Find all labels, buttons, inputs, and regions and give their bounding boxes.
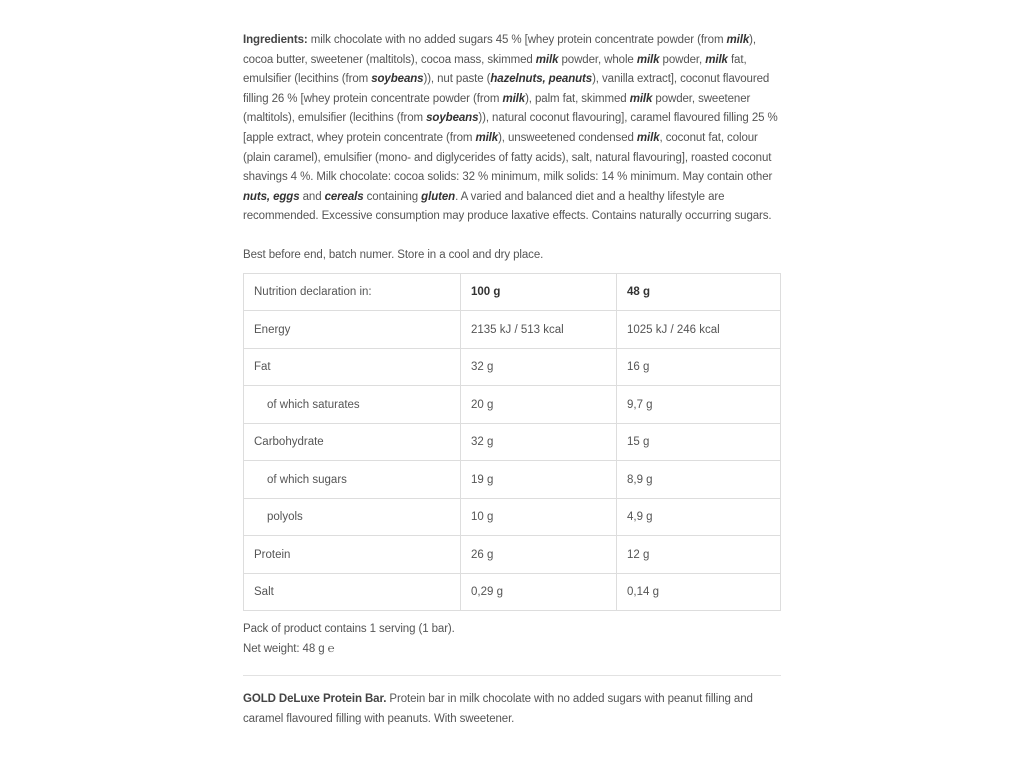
nutrition-row xyxy=(244,311,781,349)
net-weight: Net weight: 48 g ℮ xyxy=(243,642,335,655)
allergen-highlight: milk xyxy=(502,92,526,105)
allergen-highlight: cereals xyxy=(324,190,364,203)
nutrition-row xyxy=(244,423,781,461)
ingredients-text-segment: powder, whole xyxy=(558,53,637,66)
pack-info xyxy=(243,620,781,659)
ingredients-text-segment: milk chocolate with no added sugars 45 % [whey protein concentrate powder (from xyxy=(307,34,727,46)
product-description: Protein bar in milk chocolate with no added sugars with peanut filling and caramel flavoured filling with peanuts. With sweetener. xyxy=(243,693,753,725)
nutrient-per-serving: 9,7 g xyxy=(617,386,781,424)
nutrition-table xyxy=(243,273,781,612)
allergen-highlight: hazelnuts, peanuts xyxy=(490,73,593,86)
nutrition-header-per-100g: 100 g xyxy=(461,273,617,311)
nutrient-per-serving: 12 g xyxy=(617,536,781,574)
allergen-highlight: milk xyxy=(636,53,660,66)
allergen-highlight: soybeans xyxy=(426,112,479,125)
product-info-panel xyxy=(243,31,781,729)
nutrient-per-serving: 8,9 g xyxy=(617,461,781,499)
nutrient-name: Salt xyxy=(244,573,461,611)
allergen-highlight: milk xyxy=(475,131,499,144)
ingredients-text-segment: fat, emulsifier (lecithins (from xyxy=(243,53,747,86)
ingredients-text-segment: containing xyxy=(363,190,422,203)
nutrient-per-100g: 10 g xyxy=(461,498,617,536)
ingredients-text-segment: )), natural coconut flavouring], caramel flavoured filling 25 % [apple extract, whey protein concentrate (from xyxy=(243,112,778,144)
ingredients-text-segment: and xyxy=(299,190,325,203)
nutrient-per-serving: 15 g xyxy=(617,423,781,461)
nutrient-per-serving: 4,9 g xyxy=(617,498,781,536)
nutrient-per-100g: 32 g xyxy=(461,348,617,386)
nutrient-name: polyols xyxy=(244,498,461,536)
nutrition-row xyxy=(244,348,781,386)
allergen-highlight: milk xyxy=(629,92,653,105)
nutrient-name: Energy xyxy=(244,311,461,349)
ingredients-text-segment: . A varied and balanced diet and a healthy lifestyle are recommended. Excessive consumption may produce laxative effects. Contains naturally occurring sugars. xyxy=(243,190,772,223)
nutrient-per-100g: 19 g xyxy=(461,461,617,499)
ingredients-text-segment: , coconut fat, colour (plain caramel), emulsifier (mono- and diglycerides of fatty acids), salt, natural flavouring], roasted coconut shavings 4 %. Milk chocolate: cocoa solids: 32 % minimum, milk solids: 14 % minimum. May contain other xyxy=(243,131,773,184)
ingredients-text-segment: ), palm fat, skimmed xyxy=(525,92,630,105)
nutrient-per-100g: 32 g xyxy=(461,423,617,461)
ingredients-text-segment: powder, sweetener (maltitols), emulsifier (lecithins (from xyxy=(243,92,751,125)
nutrient-name: Fat xyxy=(244,348,461,386)
nutrition-header-label: Nutrition declaration in: xyxy=(244,273,461,311)
allergen-highlight: milk xyxy=(705,53,728,66)
section-divider xyxy=(243,675,781,676)
nutrient-per-100g: 0,29 g xyxy=(461,573,617,611)
allergen-highlight: nuts, eggs xyxy=(243,190,300,203)
product-name: GOLD DeLuxe Protein Bar. xyxy=(243,693,387,706)
nutrient-per-serving: 0,14 g xyxy=(617,573,781,611)
nutrition-row xyxy=(244,573,781,611)
storage-instructions: Best before end, batch numer. Store in a cool and dry place. xyxy=(243,248,544,261)
nutrient-name: Carbohydrate xyxy=(244,423,461,461)
nutrient-name: of which saturates xyxy=(244,386,461,424)
nutrient-name: of which sugars xyxy=(244,461,461,499)
product-description-paragraph xyxy=(243,690,781,729)
nutrient-per-100g: 2135 kJ / 513 kcal xyxy=(461,311,617,349)
nutrition-header-row xyxy=(244,273,781,311)
allergen-highlight: milk xyxy=(535,53,559,66)
nutrition-row xyxy=(244,386,781,424)
nutrition-table-body xyxy=(244,273,781,611)
nutrition-header-per-serving: 48 g xyxy=(617,273,781,311)
nutrition-row xyxy=(244,461,781,499)
ingredients-text-segment: powder, xyxy=(659,53,706,66)
nutrition-row xyxy=(244,498,781,536)
allergen-highlight: milk xyxy=(726,34,750,46)
ingredients-label: Ingredients: xyxy=(243,34,308,46)
ingredients-text-segment: )), nut paste ( xyxy=(423,73,491,86)
nutrient-per-serving: 16 g xyxy=(617,348,781,386)
allergen-highlight: soybeans xyxy=(371,73,424,86)
nutrient-per-serving: 1025 kJ / 246 kcal xyxy=(617,311,781,349)
nutrition-row xyxy=(244,536,781,574)
serving-info: Pack of product contains 1 serving (1 bar). xyxy=(243,623,455,636)
ingredients-text-segment: ), vanilla extract], coconut flavoured filling 26 % [whey protein concentrate powder (from xyxy=(243,73,770,105)
ingredients-paragraph xyxy=(243,31,781,227)
ingredients-text xyxy=(243,34,778,222)
nutrient-name: Protein xyxy=(244,536,461,574)
ingredients-text-segment: ), cocoa butter, sweetener (maltitols), cocoa mass, skimmed xyxy=(243,34,756,66)
allergen-highlight: gluten xyxy=(421,190,456,203)
nutrient-per-100g: 26 g xyxy=(461,536,617,574)
nutrient-per-100g: 20 g xyxy=(461,386,617,424)
ingredients-text-segment: ), unsweetened condensed xyxy=(498,131,637,144)
allergen-highlight: milk xyxy=(636,131,660,144)
